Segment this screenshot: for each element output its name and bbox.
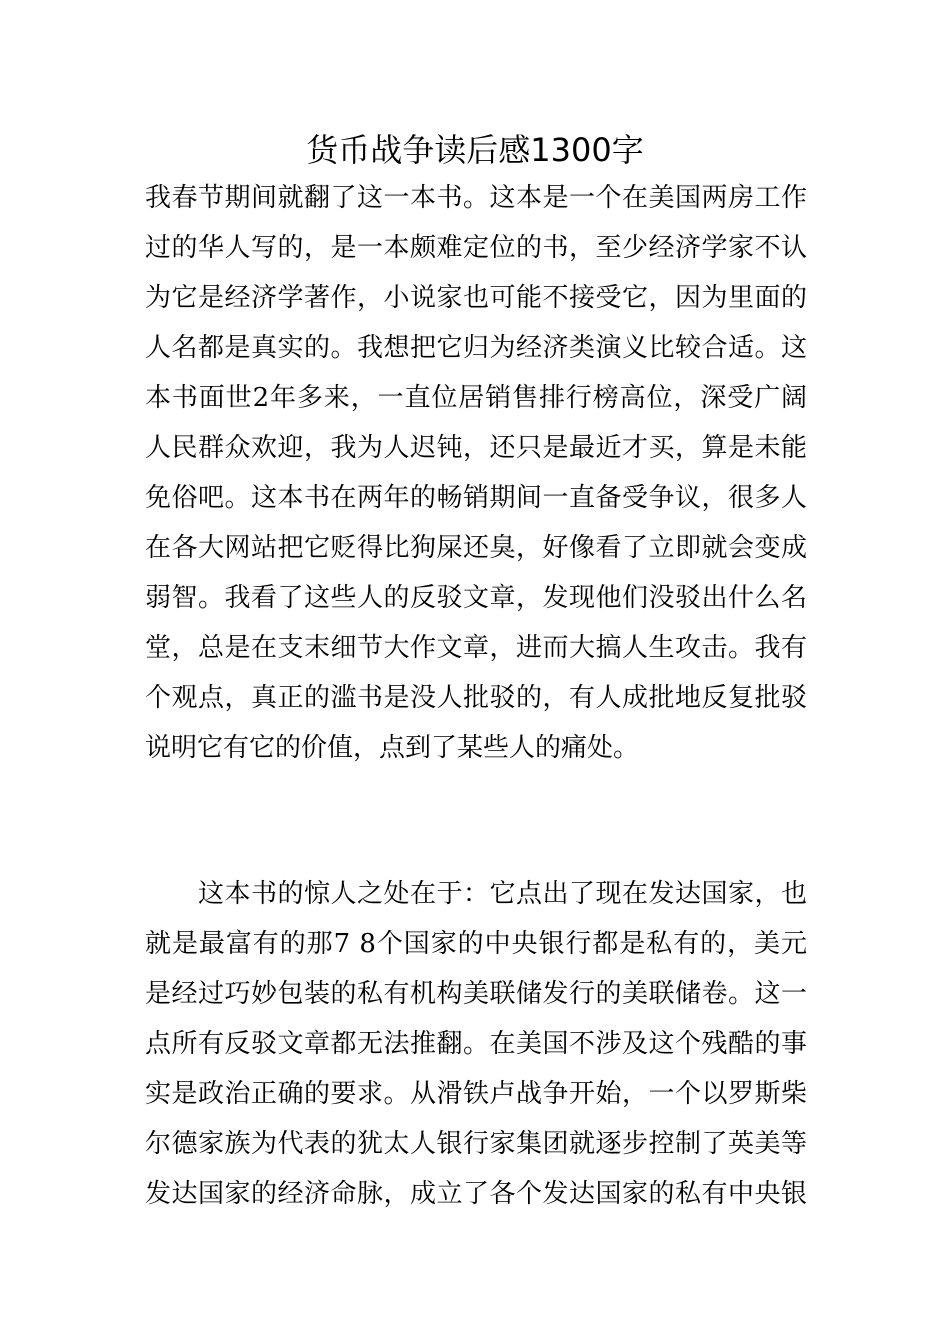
paragraph-1 — [145, 173, 807, 773]
text-line: 就是最富有的那7 8个国家的中央银行都是私有的，美元 — [145, 929, 807, 959]
paragraph-2 — [145, 869, 807, 1219]
text-line: 发达国家的经济命脉，成立了各个发达国家的私有中央银 — [145, 1179, 807, 1209]
text-line: 人民群众欢迎，我为人迟钝，还只是最近才买，算是未能 — [145, 433, 807, 463]
text-line: 弱智。我看了这些人的反驳文章，发现他们没驳出什么名 — [145, 583, 807, 613]
text-line: 这本书的惊人之处在于：它点出了现在发达国家，也 — [145, 879, 807, 909]
text-line: 说明它有它的价值，点到了某些人的痛处。 — [145, 733, 640, 763]
text-line: 尔德家族为代表的犹太人银行家集团就逐步控制了英美等 — [145, 1129, 807, 1159]
text-line: 为它是经济学著作，小说家也可能不接受它，因为里面的 — [145, 283, 807, 313]
text-line: 免俗吧。这本书在两年的畅销期间一直备受争议，很多人 — [145, 483, 807, 513]
text-line: 点所有反驳文章都无法推翻。在美国不涉及这个残酷的事 — [145, 1029, 807, 1059]
text-line: 本书面世2年多来，一直位居销售排行榜高位，深受广阔 — [145, 383, 807, 413]
text-line: 是经过巧妙包装的私有机构美联储发行的美联储卷。这一 — [145, 979, 807, 1009]
text-line: 过的华人写的，是一本颇难定位的书，至少经济学家不认 — [145, 233, 807, 263]
text-line: 我春节期间就翻了这一本书。这本是一个在美国两房工作 — [145, 183, 807, 213]
text-line: 个观点，真正的滥书是没人批驳的，有人成批地反复批驳 — [145, 683, 807, 713]
text-line: 人名都是真实的。我想把它归为经济类演义比较合适。这 — [145, 333, 807, 363]
text-line: 实是政治正确的要求。从滑铁卢战争开始，一个以罗斯柴 — [145, 1079, 807, 1109]
text-line: 堂，总是在支末细节大作文章，进而大搞人生攻击。我有 — [145, 633, 807, 663]
text-line: 在各大网站把它贬得比狗屎还臭，好像看了立即就会变成 — [145, 533, 807, 563]
document-title: 货币战争读后感1300字 — [306, 131, 644, 169]
